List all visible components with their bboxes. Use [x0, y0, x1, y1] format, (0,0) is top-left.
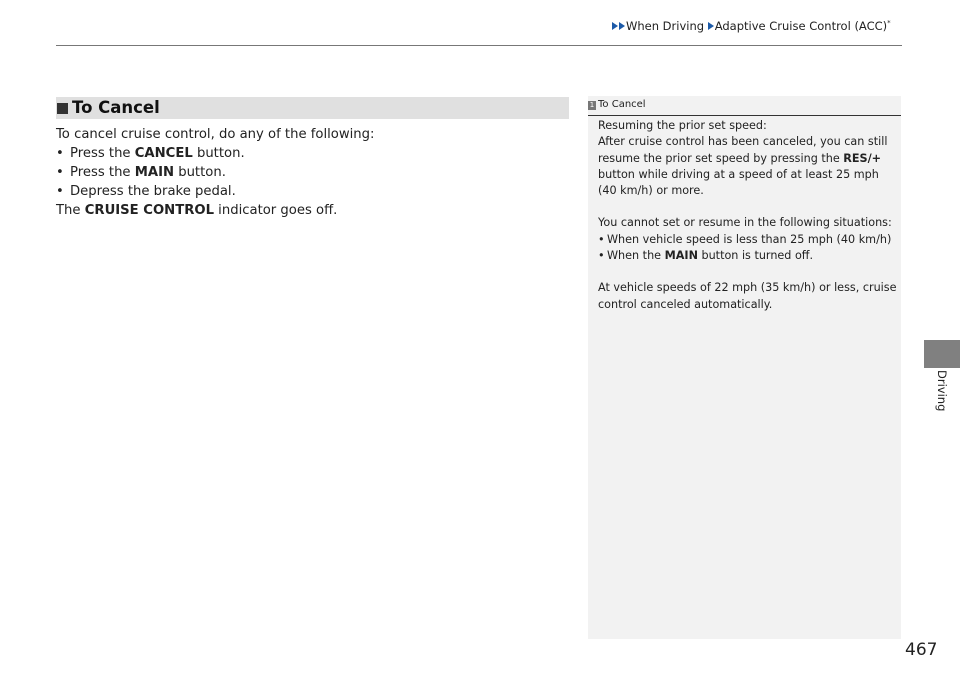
section-header-bar: [56, 97, 569, 119]
section-title: [56, 97, 160, 119]
list-item: • Press the MAIN button.: [56, 165, 226, 180]
header-rule: [56, 45, 902, 46]
section-title-text: To Cancel: [72, 98, 160, 117]
breadcrumb-arrow-icon: [619, 22, 625, 30]
main-body: [56, 125, 566, 220]
intro-text: To cancel cruise control, do any of the following:: [56, 127, 375, 142]
sidebar-note: [588, 96, 901, 639]
list-item: • When the MAIN button is turned off.: [598, 248, 898, 264]
page-number: 467: [905, 640, 938, 660]
list-item: • Press the CANCEL button.: [56, 146, 245, 161]
sidebar-heading-text: To Cancel: [598, 99, 646, 110]
main-button-label: MAIN: [664, 249, 698, 263]
sidebar-paragraph: After cruise control has been canceled, you can still resume the prior set speed by pressing the RES/+ button while driving at a speed of at least 25 mph (40 km/h) or more.: [598, 135, 888, 198]
breadcrumb: [612, 19, 902, 33]
sidebar-heading: [588, 99, 901, 115]
bullet-icon: •: [598, 249, 605, 263]
bullet-icon: •: [56, 165, 64, 180]
breadcrumb-item-acc[interactable]: Adaptive Cruise Control (ACC): [714, 19, 888, 33]
sidebar-body: [598, 118, 898, 313]
reference-flag-icon: 1: [589, 101, 595, 109]
breadcrumb-arrow-icon: [612, 22, 618, 30]
bullet-icon: •: [598, 232, 605, 246]
sidebar-paragraph: You cannot set or resume in the following situations:: [598, 216, 892, 230]
res-button-label: RES/+: [843, 151, 882, 165]
section-square-icon: [57, 103, 68, 114]
closing-text: The CRUISE CONTROL indicator goes off.: [56, 203, 338, 218]
list-item: • Depress the brake pedal.: [56, 184, 236, 199]
sidebar-subheading: Resuming the prior set speed:: [598, 119, 767, 132]
cruise-control-label: CRUISE CONTROL: [84, 203, 214, 218]
cancel-button-label: CANCEL: [134, 146, 193, 161]
breadcrumb-superscript: *: [887, 19, 891, 28]
breadcrumb-arrow-icon: [708, 22, 714, 30]
bullet-icon: •: [56, 146, 64, 161]
breadcrumb-item-when-driving[interactable]: When Driving: [626, 19, 705, 33]
bullet-icon: •: [56, 184, 64, 199]
list-item: • When vehicle speed is less than 25 mph (40 km/h): [598, 232, 898, 248]
chapter-tab-label: Driving: [935, 370, 949, 412]
main-button-label: MAIN: [134, 165, 175, 180]
chapter-tab[interactable]: [924, 340, 960, 368]
sidebar-paragraph: At vehicle speeds of 22 mph (35 km/h) or less, cruise control canceled automatically.: [598, 281, 897, 311]
sidebar-rule: [588, 115, 901, 116]
